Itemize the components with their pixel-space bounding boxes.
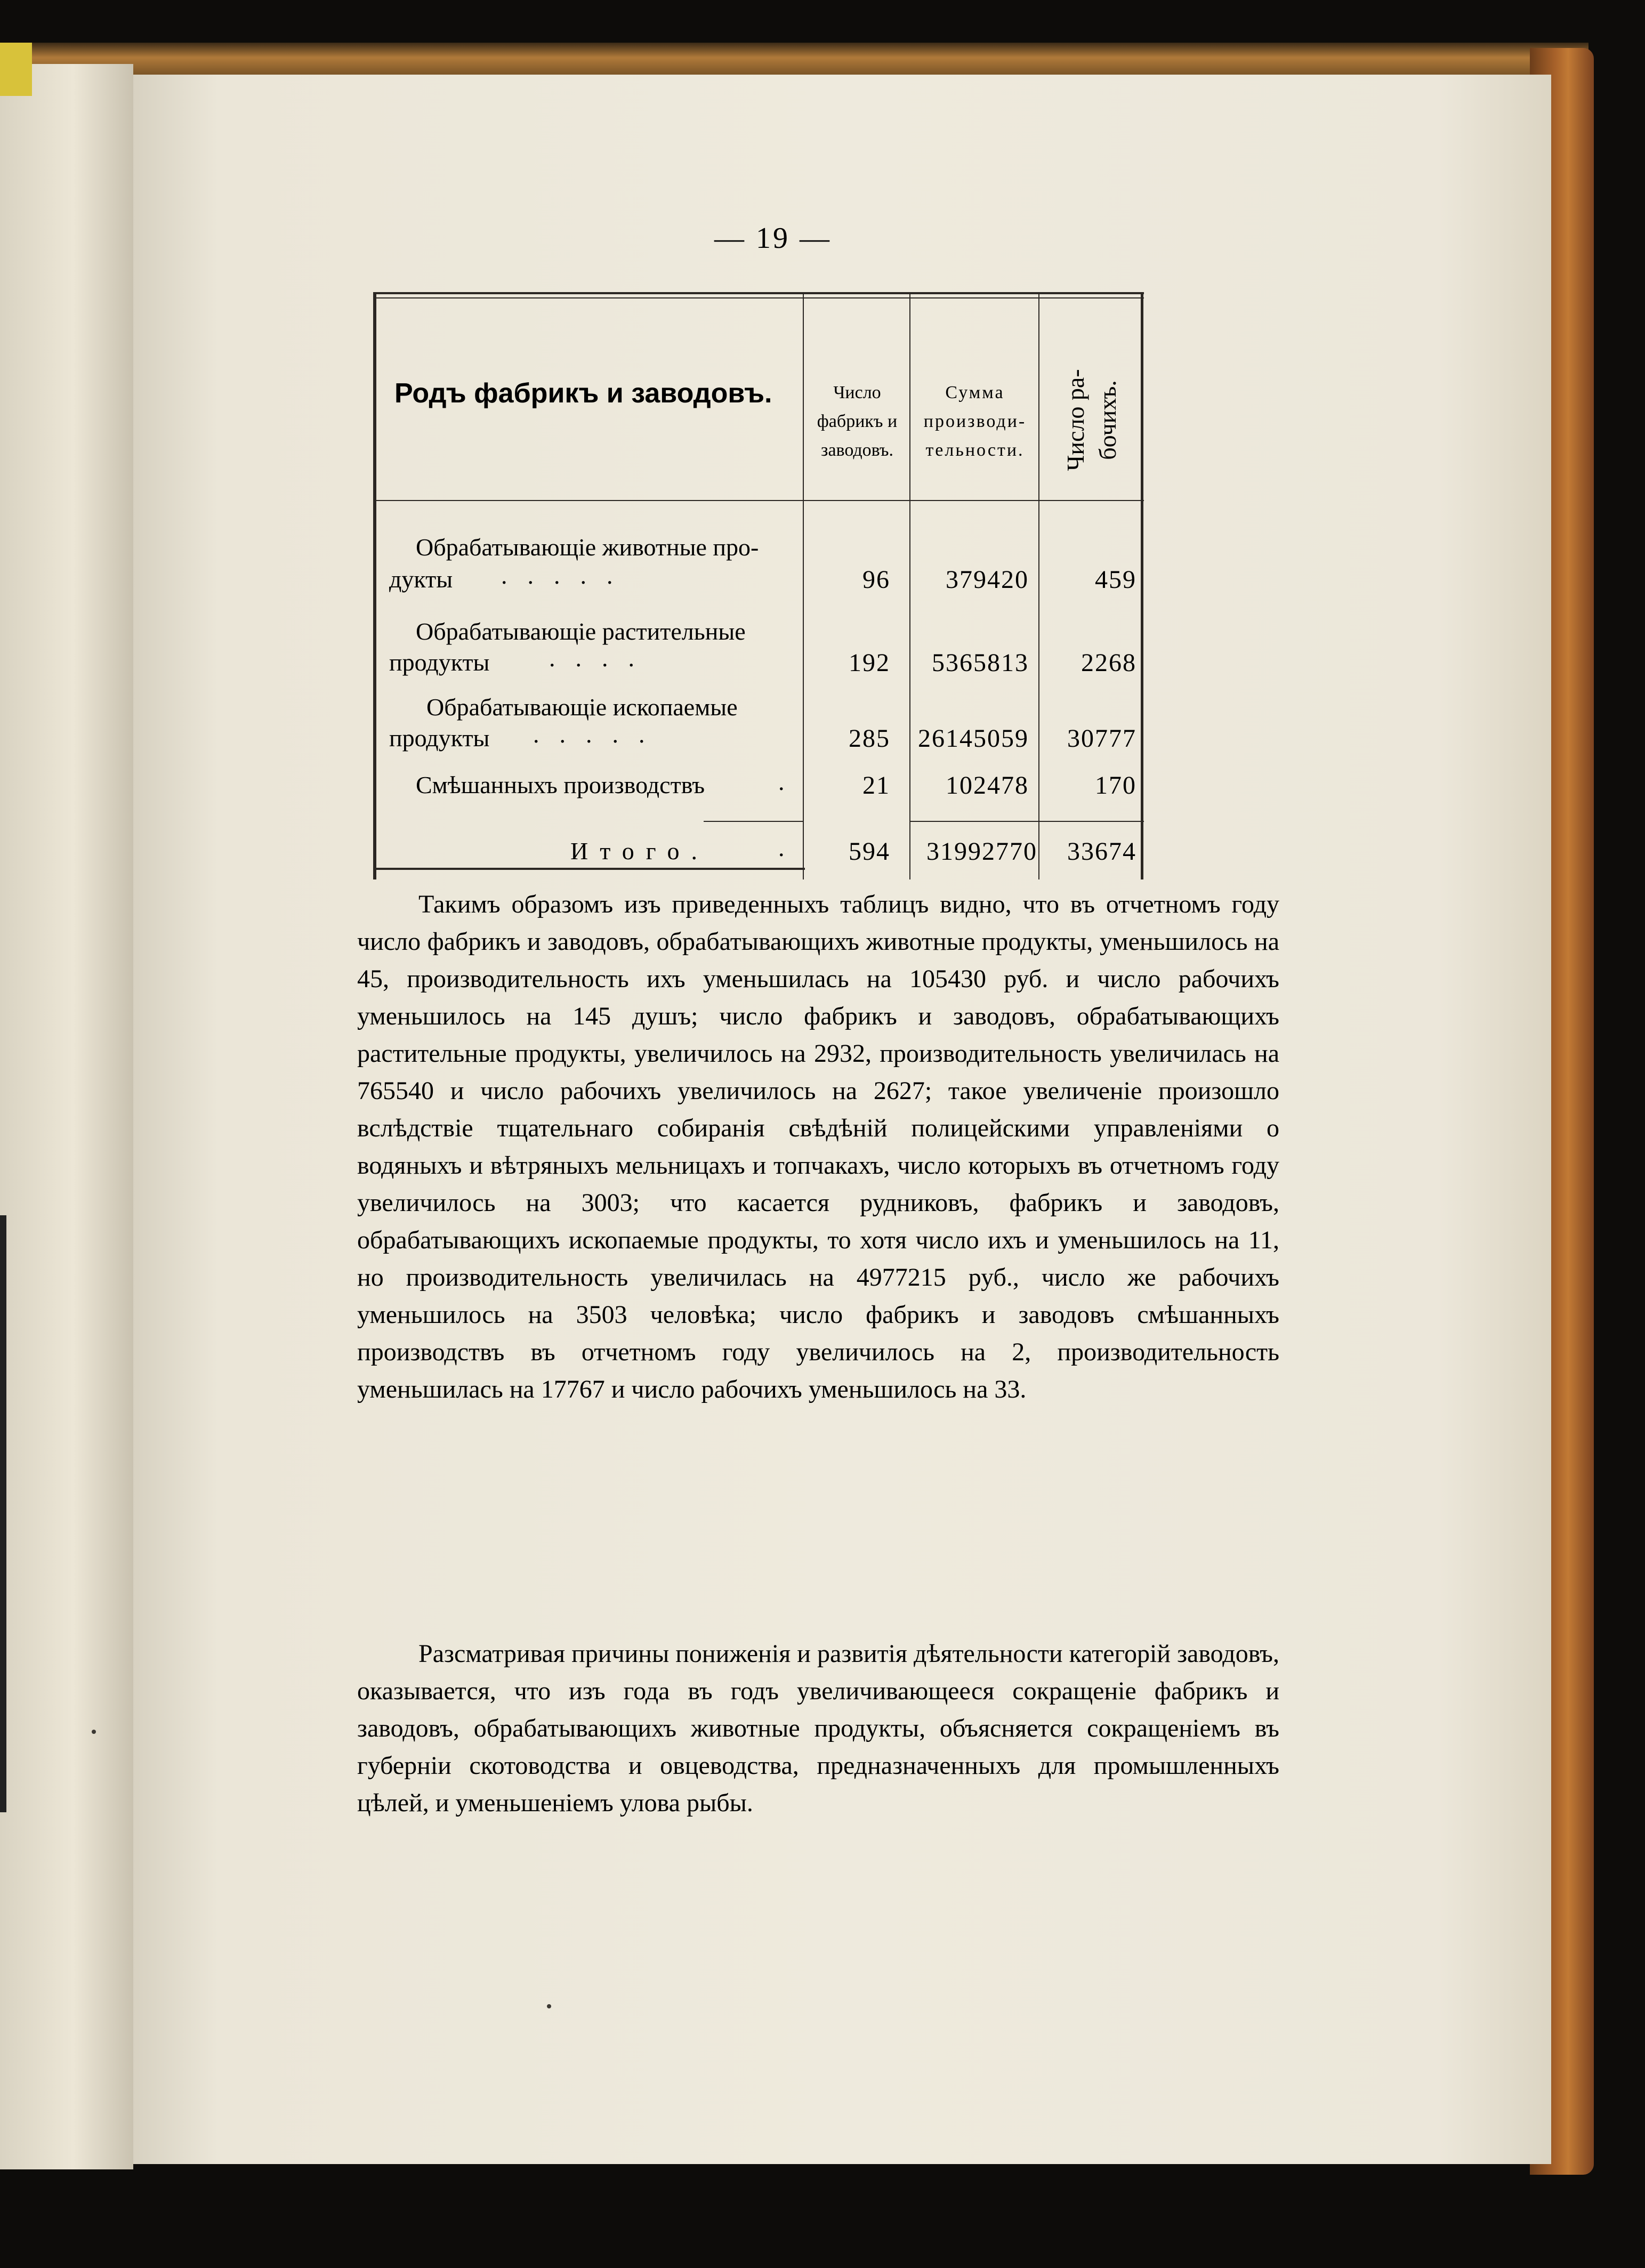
table-top-rule xyxy=(373,292,1144,294)
paragraph-1 xyxy=(357,886,1279,1408)
table-left-border xyxy=(373,292,376,879)
header-sum-line-2: производи- xyxy=(923,411,1027,431)
table-total-rule xyxy=(704,821,803,822)
table-col-sep-1 xyxy=(803,292,804,879)
row-2-count: 192 xyxy=(849,649,890,677)
row-4-workers: 170 xyxy=(1095,771,1136,800)
total-sum: 31992770 xyxy=(926,837,1037,866)
row-1-sum: 379420 xyxy=(946,566,1029,594)
header-sum-line-3: тельности. xyxy=(925,440,1025,460)
factory-table xyxy=(373,292,1144,879)
table-col-sep-2 xyxy=(909,292,910,879)
header-sum xyxy=(912,378,1038,465)
row-1-workers: 459 xyxy=(1095,566,1136,594)
row-2-workers: 2268 xyxy=(1081,649,1136,677)
table-header-rule xyxy=(373,500,1144,501)
row-3-sum: 26145059 xyxy=(918,724,1029,753)
page-number: — 19 — xyxy=(714,222,832,255)
table-top-rule-2 xyxy=(373,297,1144,298)
row-1-dots: ..... xyxy=(501,562,633,589)
table-total-rule-2 xyxy=(909,821,1144,822)
paragraph-1-text: Такимъ образомъ изъ приведенныхъ таблицъ видно, что въ отчетномъ году число фабрикъ и заводовъ, обрабатывающихъ животные продукты, уменьшилось на 45, производительность ихъ уменьшилась на 105430 руб. и число рабочихъ уменьшилось на 145 душъ; число фабрикъ и заводовъ, обрабатывающихъ растительные продукты, увеличилось на 2932, производительность увеличилась на 765540 и число рабочихъ увеличилось на 2627; такое увеличеніе произошло вслѣдствіе тщательнаго собиранія свѣдѣній полицейскими управленіями о водяныхъ и вѣтряныхъ мельницахъ и топчакахъ, число которыхъ въ отчетномъ году увеличилось на 3003; что касается рудниковъ, фабрикъ и заводовъ, обрабатывающихъ ископаемые продукты, то хотя число ихъ и уменьшилось на 11, но производительность увеличилась на 4977215 руб., число же рабочихъ уменьшилось на 3503 человѣка; число фабрикъ и заводовъ смѣшанныхъ производствъ въ отчетномъ году увеличилось на 2, производительность уменьшилась на 17767 и число рабочихъ уменьшилось на 33. xyxy=(357,890,1279,1403)
paragraph-2-text: Разсматривая причины пониженія и развитія дѣятельности категорій заводовъ, оказывается, что изъ года въ годъ увеличивающееся сокращеніе фабрикъ и заводовъ, обрабатывающихъ животные продукты, объясняется сокращеніемъ въ губерніи скотоводства и овцеводства, предназначенныхъ для промышленныхъ цѣлей, и уменьшеніемъ улова рыбы. xyxy=(357,1640,1279,1817)
header-workers-line-1: Число ра- xyxy=(1062,369,1089,471)
row-3-workers: 30777 xyxy=(1067,724,1136,753)
row-3-dots: ..... xyxy=(533,721,665,748)
row-3-count: 285 xyxy=(849,724,890,753)
left-page-shadow xyxy=(0,1215,6,1812)
row-4-count: 21 xyxy=(862,771,890,800)
header-count-line-1: Число xyxy=(833,383,881,402)
stray-dot-2 xyxy=(547,2004,551,2008)
row-1-count: 96 xyxy=(862,566,890,594)
row-2-sum: 5365813 xyxy=(932,649,1029,677)
total-count: 594 xyxy=(849,837,890,866)
table-bottom-rule xyxy=(373,868,805,870)
row-4-sum: 102478 xyxy=(946,771,1029,800)
row-3-name-line-2: продукты xyxy=(389,724,490,752)
row-2-name-line-1: Обрабатывающіе растительные xyxy=(416,618,746,645)
header-workers xyxy=(1044,313,1140,495)
header-kind: Родъ фабрикъ и заводовъ. xyxy=(394,378,772,409)
total-label: Итого. xyxy=(570,837,709,865)
row-2-name-line-2: продукты xyxy=(389,649,490,676)
row-3-name-line-1: Обрабатывающіе ископаемые xyxy=(426,693,738,721)
header-count-line-3: заводовъ. xyxy=(821,440,893,460)
row-4-dot: . xyxy=(778,768,785,795)
row-4-name: Смѣшанныхъ производствъ xyxy=(416,771,705,798)
paragraph-2 xyxy=(357,1635,1279,1822)
stray-dot xyxy=(92,1730,96,1734)
header-workers-line-2: бочихъ. xyxy=(1094,380,1121,460)
header-count xyxy=(805,378,909,465)
total-workers: 33674 xyxy=(1067,837,1136,866)
row-1-name-line-1: Обрабатывающіе животные про- xyxy=(416,534,759,561)
total-dot: . xyxy=(778,834,785,861)
table-right-border xyxy=(1141,292,1143,879)
row-1-name-line-2: дукты xyxy=(389,566,453,593)
row-2-dots: .... xyxy=(549,644,655,672)
left-page-marker xyxy=(0,43,32,96)
header-count-line-2: фабрикъ и xyxy=(817,411,898,431)
header-sum-line-1: Сумма xyxy=(945,383,1005,402)
left-page-edge xyxy=(0,64,133,2169)
